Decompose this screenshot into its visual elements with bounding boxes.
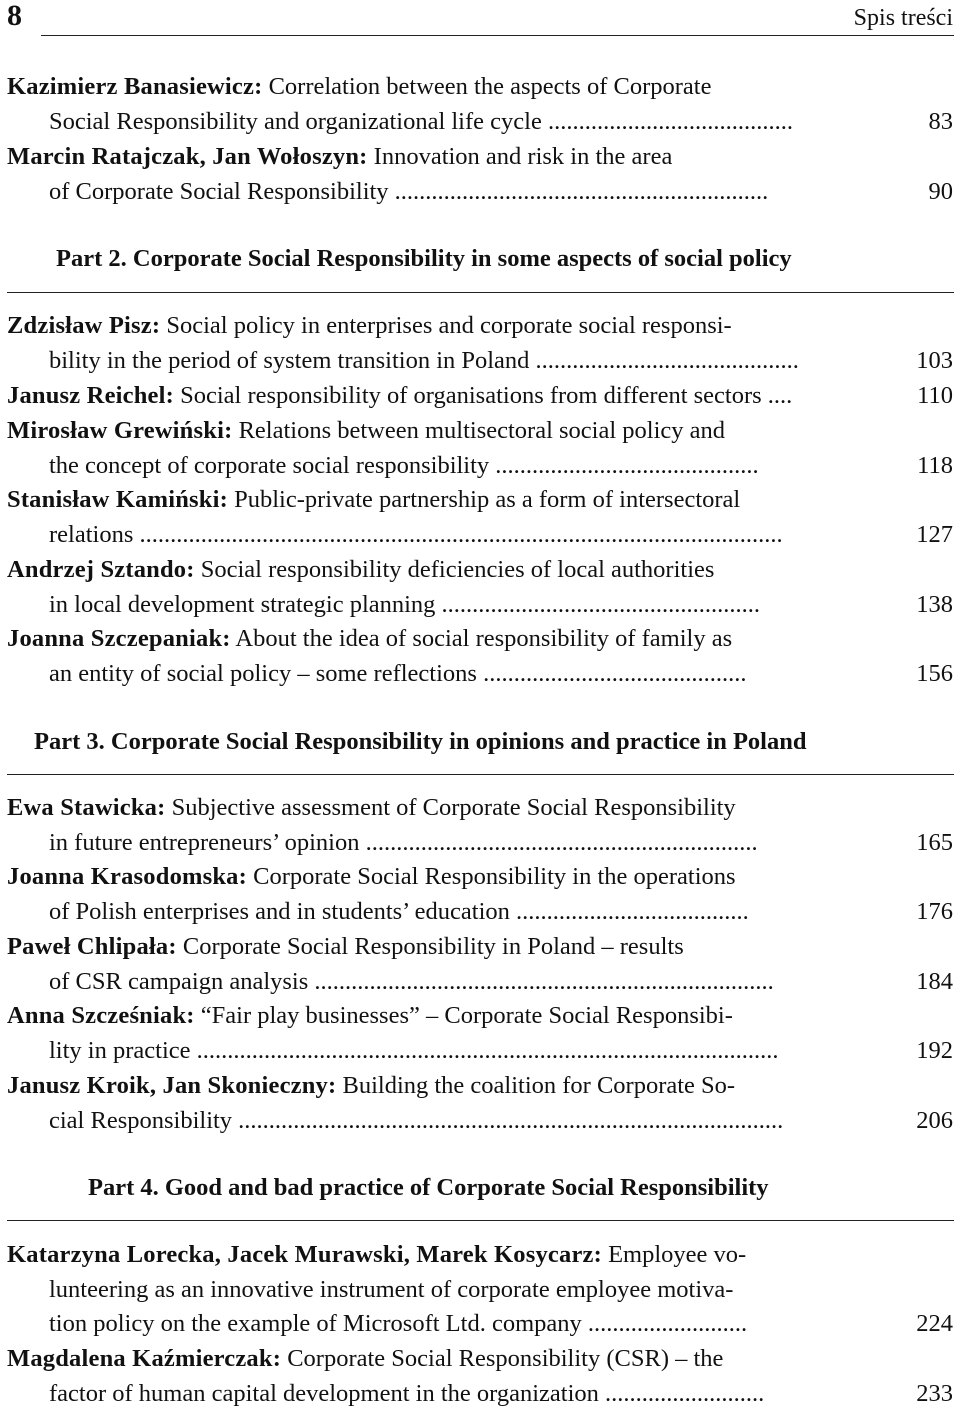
entry-title-cont: tion policy on the example of Microsoft Ltd. company .......................... [49, 1310, 748, 1338]
entry-page-number: 103 [916, 346, 953, 374]
entry-author: Janusz Kroik, Jan Skonieczny: [7, 1072, 337, 1099]
entry-page-number: 138 [916, 590, 953, 618]
entry-author: Anna Szcześniak: [7, 1002, 195, 1029]
entry-title: Relations between multisectoral social policy and [232, 417, 726, 444]
entry-title-cont: of CSR campaign analysis ........................................................................... [49, 967, 774, 995]
entry-page-number: 192 [916, 1036, 953, 1064]
running-head: Spis treści [853, 5, 953, 31]
entry-page-number: 233 [916, 1379, 953, 1407]
entry-page-number: 184 [916, 967, 953, 995]
entry-page-number: 118 [917, 451, 953, 479]
entry-title-cont: in future entrepreneurs’ opinion ................................................................ [49, 828, 758, 856]
part-rule [7, 292, 954, 293]
entry-title-cont: cial Responsibility ......................................................................................... [49, 1106, 784, 1134]
entry-title-cont: Social Responsibility and organizational life cycle ........................................ [49, 107, 793, 135]
entry-title-cont: bility in the period of system transition in Poland ........................................... [49, 346, 799, 374]
entry-page-number: 90 [928, 177, 953, 205]
entry-title: Correlation between the aspects of Corporate [262, 73, 712, 100]
part-heading: Part 4. Good and bad practice of Corporate Social Responsibility [88, 1174, 769, 1201]
entry-page-number: 156 [916, 659, 953, 687]
entry-author: Paweł Chlipała: [7, 933, 177, 960]
entry-author: Katarzyna Lorecka, Jacek Murawski, Marek Kosycarz: [7, 1241, 602, 1268]
toc-entry-kaminski[interactable] [7, 483, 953, 552]
entry-title: “Fair play businesses” – Corporate Social Responsibi- [194, 1002, 733, 1029]
toc-entry-sztando[interactable] [7, 553, 953, 622]
entry-author: Kazimierz Banasiewicz: [7, 73, 263, 100]
entry-title: Corporate Social Responsibility in the operations [247, 863, 736, 890]
entry-author: Andrzej Sztando: [7, 556, 195, 583]
entry-title: Corporate Social Responsibility (CSR) – the [281, 1345, 724, 1372]
entry-title: Subjective assessment of Corporate Social Responsibility [165, 794, 736, 821]
entry-title-cont: an entity of social policy – some reflections ........................................... [49, 659, 747, 687]
entry-title: Social responsibility deficiencies of local authorities [194, 556, 715, 583]
entry-author: Magdalena Kaźmierczak: [7, 1345, 282, 1372]
entry-title-cont: lity in practice ............................................................................................... [49, 1036, 779, 1064]
entry-author: Ewa Stawicka: [7, 794, 166, 821]
entry-page-number: 206 [916, 1106, 953, 1134]
entry-author: Joanna Szczepaniak: [7, 625, 231, 652]
toc-entry-kroik[interactable] [7, 1069, 953, 1138]
entry-page-number: 110 [917, 382, 953, 409]
entry-title: Public-private partnership as a form of intersectoral [227, 486, 741, 513]
entry-title: Social policy in enterprises and corporate social responsi- [160, 312, 732, 339]
entry-title-cont: of Polish enterprises and in students’ education ...................................... [49, 897, 749, 925]
entry-title-cont: of Corporate Social Responsibility ............................................................. [49, 177, 769, 205]
toc-entry-krasodomska[interactable] [7, 860, 953, 929]
entry-title: Innovation and risk in the area [367, 143, 673, 170]
part-heading: Part 2. Corporate Social Responsibility in some aspects of social policy [56, 245, 792, 272]
toc-entry-ratajczak[interactable] [7, 140, 953, 209]
entry-page-number: 176 [916, 897, 953, 925]
entry-title: About the idea of social responsibility of family as [230, 625, 733, 652]
entry-page-number: 165 [916, 828, 953, 856]
toc-entry-kazmierczak[interactable] [7, 1342, 953, 1411]
part-heading: Part 3. Corporate Social Responsibility in opinions and practice in Poland [34, 728, 807, 755]
entry-title: Building the coalition for Corporate So- [336, 1072, 736, 1099]
toc-entry-lorecka[interactable] [7, 1238, 953, 1342]
entry-page-number: 83 [928, 107, 953, 135]
entry-title: Employee vo- [601, 1241, 747, 1268]
entry-page-number: 224 [916, 1310, 953, 1338]
entry-page-number: 127 [916, 520, 953, 548]
entry-author: Janusz Reichel: [7, 382, 174, 409]
toc-entry-stawicka[interactable] [7, 791, 953, 860]
entry-title-cont: the concept of corporate social responsibility ........................................... [49, 451, 759, 479]
entry-title-cont: lunteering as an innovative instrument of corporate employee motiva- [49, 1275, 734, 1303]
part-rule [7, 774, 954, 775]
entry-author: Joanna Krasodomska: [7, 863, 247, 890]
entry-title-cont: relations ......................................................................................................... [49, 520, 783, 548]
toc-entry-pisz[interactable] [7, 309, 953, 378]
toc-entry-szczepaniak[interactable] [7, 622, 953, 691]
part-rule [7, 1220, 954, 1221]
entry-author: Zdzisław Pisz: [7, 312, 161, 339]
entry-title-cont: factor of human capital development in the organization .......................... [49, 1379, 765, 1407]
toc-entry-banasiewicz[interactable] [7, 70, 953, 139]
entry-author: Marcin Ratajczak, Jan Wołoszyn: [7, 143, 368, 170]
entry-title: Corporate Social Responsibility in Poland – results [176, 933, 684, 960]
toc-entry-chlipala[interactable] [7, 930, 953, 999]
entry-title: Social responsibility of organisations from different sectors .... [174, 382, 793, 409]
header-rule [41, 35, 954, 36]
page-number: 8 [7, 0, 22, 32]
entry-author: Mirosław Grewiński: [7, 417, 233, 444]
toc-entry-grewinski[interactable] [7, 414, 953, 483]
entry-author: Stanisław Kamiński: [7, 486, 228, 513]
toc-entry-reichel[interactable] [7, 379, 953, 414]
entry-title-cont: in local development strategic planning .................................................... [49, 590, 761, 618]
toc-entry-szczesniak[interactable] [7, 999, 953, 1068]
